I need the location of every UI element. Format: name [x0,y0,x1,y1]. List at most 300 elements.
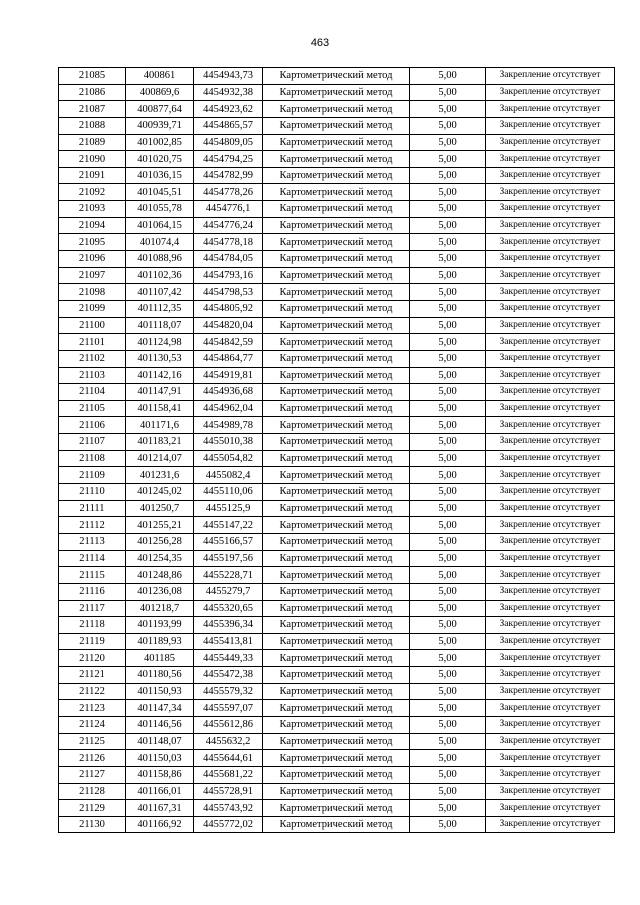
coordinate-y-cell: 4454919,81 [194,367,263,384]
table-row [59,667,615,684]
fixation-cell: Закрепление отсутствует [486,683,615,700]
table-row [59,384,615,401]
coordinate-y-cell: 4454778,18 [194,234,263,251]
accuracy-cell: 5,00 [410,68,486,85]
fixation-cell: Закрепление отсутствует [486,484,615,501]
point-number-cell: 21126 [59,750,126,767]
coordinate-x-cell: 401045,51 [126,184,194,201]
accuracy-cell: 5,00 [410,650,486,667]
table-row [59,400,615,417]
point-number-cell: 21095 [59,234,126,251]
coordinate-y-cell: 4455228,71 [194,567,263,584]
point-number-cell: 21104 [59,384,126,401]
method-cell: Картометрический метод [263,367,410,384]
accuracy-cell: 5,00 [410,367,486,384]
accuracy-cell: 5,00 [410,533,486,550]
accuracy-cell: 5,00 [410,384,486,401]
accuracy-cell: 5,00 [410,400,486,417]
method-cell: Картометрический метод [263,484,410,501]
accuracy-cell: 5,00 [410,284,486,301]
fixation-cell: Закрепление отсутствует [486,633,615,650]
point-number-cell: 21121 [59,667,126,684]
accuracy-cell: 5,00 [410,500,486,517]
method-cell: Картометрический метод [263,750,410,767]
coordinates-table [58,67,615,833]
method-cell: Картометрический метод [263,184,410,201]
coordinate-y-cell: 4454776,24 [194,217,263,234]
fixation-cell: Закрепление отсутствует [486,167,615,184]
coordinate-y-cell: 4454794,25 [194,151,263,168]
coordinate-x-cell: 401193,99 [126,617,194,634]
table-row [59,184,615,201]
table-row [59,434,615,451]
point-number-cell: 21097 [59,267,126,284]
coordinate-y-cell: 4455743,92 [194,800,263,817]
point-number-cell: 21116 [59,583,126,600]
fixation-cell: Закрепление отсутствует [486,284,615,301]
point-number-cell: 21100 [59,317,126,334]
method-cell: Картометрический метод [263,251,410,268]
method-cell: Картометрический метод [263,517,410,534]
coordinate-x-cell: 401218,7 [126,600,194,617]
coordinate-x-cell: 401118,07 [126,317,194,334]
accuracy-cell: 5,00 [410,251,486,268]
coordinate-x-cell: 401148,07 [126,733,194,750]
accuracy-cell: 5,00 [410,350,486,367]
coordinate-x-cell: 401055,78 [126,201,194,218]
fixation-cell: Закрепление отсутствует [486,716,615,733]
table-row [59,234,615,251]
coordinate-y-cell: 4455728,91 [194,783,263,800]
coordinate-y-cell: 4455681,22 [194,766,263,783]
table-row [59,84,615,101]
coordinate-y-cell: 4455010,38 [194,434,263,451]
accuracy-cell: 5,00 [410,117,486,134]
point-number-cell: 21119 [59,633,126,650]
fixation-cell: Закрепление отсутствует [486,617,615,634]
point-number-cell: 21085 [59,68,126,85]
point-number-cell: 21088 [59,117,126,134]
fixation-cell: Закрепление отсутствует [486,567,615,584]
method-cell: Картометрический метод [263,700,410,717]
coordinate-y-cell: 4455396,34 [194,617,263,634]
table-row [59,350,615,367]
fixation-cell: Закрепление отсутствует [486,84,615,101]
accuracy-cell: 5,00 [410,467,486,484]
accuracy-cell: 5,00 [410,683,486,700]
table-row [59,783,615,800]
method-cell: Картометрический метод [263,101,410,118]
point-number-cell: 21087 [59,101,126,118]
fixation-cell: Закрепление отсутствует [486,350,615,367]
accuracy-cell: 5,00 [410,750,486,767]
method-cell: Картометрический метод [263,234,410,251]
coordinate-y-cell: 4455644,61 [194,750,263,767]
point-number-cell: 21125 [59,733,126,750]
table-row [59,467,615,484]
coordinate-x-cell: 401185 [126,650,194,667]
coordinate-y-cell: 4454778,26 [194,184,263,201]
accuracy-cell: 5,00 [410,783,486,800]
method-cell: Картометрический метод [263,450,410,467]
table-row [59,500,615,517]
table-row [59,650,615,667]
coordinate-y-cell: 4455054,82 [194,450,263,467]
table-row [59,484,615,501]
coordinate-x-cell: 401150,03 [126,750,194,767]
table-row [59,117,615,134]
accuracy-cell: 5,00 [410,317,486,334]
fixation-cell: Закрепление отсутствует [486,400,615,417]
coordinate-y-cell: 4455320,65 [194,600,263,617]
method-cell: Картометрический метод [263,567,410,584]
coordinate-y-cell: 4455110,06 [194,484,263,501]
fixation-cell: Закрепление отсутствует [486,783,615,800]
coordinate-x-cell: 401107,42 [126,284,194,301]
coordinate-x-cell: 401020,75 [126,151,194,168]
table-row [59,367,615,384]
table-row [59,201,615,218]
method-cell: Картометрический метод [263,217,410,234]
method-cell: Картометрический метод [263,533,410,550]
fixation-cell: Закрепление отсутствует [486,234,615,251]
fixation-cell: Закрепление отсутствует [486,434,615,451]
table-row [59,816,615,833]
accuracy-cell: 5,00 [410,667,486,684]
table-row [59,167,615,184]
coordinate-x-cell: 401183,21 [126,434,194,451]
coordinate-y-cell: 4454923,62 [194,101,263,118]
accuracy-cell: 5,00 [410,167,486,184]
point-number-cell: 21091 [59,167,126,184]
method-cell: Картометрический метод [263,68,410,85]
table-row [59,300,615,317]
method-cell: Картометрический метод [263,716,410,733]
coordinate-x-cell: 401102,36 [126,267,194,284]
method-cell: Картометрический метод [263,816,410,833]
coordinate-x-cell: 401146,56 [126,716,194,733]
accuracy-cell: 5,00 [410,517,486,534]
point-number-cell: 21122 [59,683,126,700]
point-number-cell: 21092 [59,184,126,201]
point-number-cell: 21096 [59,251,126,268]
accuracy-cell: 5,00 [410,151,486,168]
fixation-cell: Закрепление отсутствует [486,700,615,717]
point-number-cell: 21129 [59,800,126,817]
fixation-cell: Закрепление отсутствует [486,134,615,151]
coordinate-y-cell: 4454943,73 [194,68,263,85]
method-cell: Картометрический метод [263,151,410,168]
coordinate-y-cell: 4455579,32 [194,683,263,700]
fixation-cell: Закрепление отсутствует [486,816,615,833]
table-row [59,633,615,650]
point-number-cell: 21105 [59,400,126,417]
method-cell: Картометрический метод [263,134,410,151]
accuracy-cell: 5,00 [410,417,486,434]
coordinate-y-cell: 4455082,4 [194,467,263,484]
coordinate-x-cell: 401112,35 [126,300,194,317]
coordinate-y-cell: 4454793,16 [194,267,263,284]
coordinate-y-cell: 4455449,33 [194,650,263,667]
table-row [59,716,615,733]
accuracy-cell: 5,00 [410,234,486,251]
accuracy-cell: 5,00 [410,101,486,118]
table-row [59,517,615,534]
coordinate-y-cell: 4454932,38 [194,84,263,101]
accuracy-cell: 5,00 [410,800,486,817]
fixation-cell: Закрепление отсутствует [486,300,615,317]
table-row [59,567,615,584]
coordinate-x-cell: 401231,6 [126,467,194,484]
method-cell: Картометрический метод [263,350,410,367]
coordinate-y-cell: 4455472,38 [194,667,263,684]
method-cell: Картометрический метод [263,467,410,484]
method-cell: Картометрический метод [263,284,410,301]
coordinate-y-cell: 4455772,02 [194,816,263,833]
fixation-cell: Закрепление отсутствует [486,251,615,268]
method-cell: Картометрический метод [263,583,410,600]
coordinate-x-cell: 401147,34 [126,700,194,717]
point-number-cell: 21117 [59,600,126,617]
table-row [59,284,615,301]
coordinate-y-cell: 4454989,78 [194,417,263,434]
coordinates-table-body [59,68,615,833]
page-number: 463 [310,37,330,49]
point-number-cell: 21107 [59,434,126,451]
accuracy-cell: 5,00 [410,716,486,733]
fixation-cell: Закрепление отсутствует [486,217,615,234]
table-row [59,151,615,168]
point-number-cell: 21108 [59,450,126,467]
table-row [59,68,615,85]
coordinate-x-cell: 401036,15 [126,167,194,184]
point-number-cell: 21115 [59,567,126,584]
coordinate-y-cell: 4455197,56 [194,550,263,567]
table-row [59,550,615,567]
point-number-cell: 21090 [59,151,126,168]
accuracy-cell: 5,00 [410,700,486,717]
coordinate-x-cell: 401248,86 [126,567,194,584]
point-number-cell: 21098 [59,284,126,301]
point-number-cell: 21110 [59,484,126,501]
table-row [59,683,615,700]
coordinate-x-cell: 401166,01 [126,783,194,800]
fixation-cell: Закрепление отсутствует [486,151,615,168]
accuracy-cell: 5,00 [410,84,486,101]
accuracy-cell: 5,00 [410,300,486,317]
coordinate-x-cell: 400877,64 [126,101,194,118]
coordinate-x-cell: 400861 [126,68,194,85]
method-cell: Картометрический метод [263,500,410,517]
coordinate-y-cell: 4454776,1 [194,201,263,218]
method-cell: Картометрический метод [263,600,410,617]
coordinate-x-cell: 401180,56 [126,667,194,684]
coordinate-y-cell: 4454782,99 [194,167,263,184]
table-row [59,334,615,351]
coordinate-y-cell: 4455125,9 [194,500,263,517]
method-cell: Картометрический метод [263,650,410,667]
point-number-cell: 21130 [59,816,126,833]
method-cell: Картометрический метод [263,617,410,634]
fixation-cell: Закрепление отсутствует [486,417,615,434]
coordinate-y-cell: 4454936,68 [194,384,263,401]
coordinate-y-cell: 4454798,53 [194,284,263,301]
table-row [59,733,615,750]
accuracy-cell: 5,00 [410,816,486,833]
accuracy-cell: 5,00 [410,134,486,151]
method-cell: Картометрический метод [263,317,410,334]
method-cell: Картометрический метод [263,334,410,351]
coordinate-y-cell: 4455166,57 [194,533,263,550]
fixation-cell: Закрепление отсутствует [486,733,615,750]
coordinate-x-cell: 401147,91 [126,384,194,401]
coordinate-x-cell: 401171,6 [126,417,194,434]
table-row [59,450,615,467]
point-number-cell: 21124 [59,716,126,733]
fixation-cell: Закрепление отсутствует [486,650,615,667]
point-number-cell: 21103 [59,367,126,384]
coordinate-y-cell: 4455413,81 [194,633,263,650]
method-cell: Картометрический метод [263,201,410,218]
fixation-cell: Закрепление отсутствует [486,800,615,817]
table-row [59,101,615,118]
coordinate-y-cell: 4454805,92 [194,300,263,317]
coordinate-y-cell: 4455279,7 [194,583,263,600]
method-cell: Картометрический метод [263,300,410,317]
coordinate-x-cell: 400939,71 [126,117,194,134]
method-cell: Картометрический метод [263,267,410,284]
coordinate-x-cell: 401124,98 [126,334,194,351]
method-cell: Картометрический метод [263,434,410,451]
method-cell: Картометрический метод [263,633,410,650]
coordinate-x-cell: 401166,92 [126,816,194,833]
point-number-cell: 21114 [59,550,126,567]
coordinate-x-cell: 401256,28 [126,533,194,550]
table-row [59,766,615,783]
point-number-cell: 21123 [59,700,126,717]
fixation-cell: Закрепление отсутствует [486,500,615,517]
fixation-cell: Закрепление отсутствует [486,517,615,534]
coordinate-x-cell: 401088,96 [126,251,194,268]
table-row [59,134,615,151]
table-row [59,800,615,817]
fixation-cell: Закрепление отсутствует [486,184,615,201]
coordinate-y-cell: 4454820,04 [194,317,263,334]
coordinate-x-cell: 401158,86 [126,766,194,783]
method-cell: Картометрический метод [263,800,410,817]
point-number-cell: 21127 [59,766,126,783]
fixation-cell: Закрепление отсутствует [486,766,615,783]
accuracy-cell: 5,00 [410,733,486,750]
fixation-cell: Закрепление отсутствует [486,467,615,484]
coordinate-x-cell: 401002,85 [126,134,194,151]
point-number-cell: 21120 [59,650,126,667]
accuracy-cell: 5,00 [410,484,486,501]
method-cell: Картометрический метод [263,550,410,567]
fixation-cell: Закрепление отсутствует [486,750,615,767]
coordinate-x-cell: 401142,16 [126,367,194,384]
coordinate-x-cell: 401130,53 [126,350,194,367]
fixation-cell: Закрепление отсутствует [486,101,615,118]
point-number-cell: 21106 [59,417,126,434]
point-number-cell: 21099 [59,300,126,317]
fixation-cell: Закрепление отсутствует [486,117,615,134]
accuracy-cell: 5,00 [410,633,486,650]
fixation-cell: Закрепление отсутствует [486,334,615,351]
method-cell: Картометрический метод [263,400,410,417]
method-cell: Картометрический метод [263,117,410,134]
accuracy-cell: 5,00 [410,267,486,284]
accuracy-cell: 5,00 [410,600,486,617]
coordinate-x-cell: 401236,08 [126,583,194,600]
coordinate-x-cell: 401064,15 [126,217,194,234]
point-number-cell: 21113 [59,533,126,550]
coordinate-x-cell: 401245,02 [126,484,194,501]
accuracy-cell: 5,00 [410,334,486,351]
coordinate-y-cell: 4455597,07 [194,700,263,717]
point-number-cell: 21112 [59,517,126,534]
coordinate-x-cell: 401250,7 [126,500,194,517]
accuracy-cell: 5,00 [410,184,486,201]
point-number-cell: 21102 [59,350,126,367]
accuracy-cell: 5,00 [410,567,486,584]
point-number-cell: 21118 [59,617,126,634]
accuracy-cell: 5,00 [410,766,486,783]
coordinate-x-cell: 401189,93 [126,633,194,650]
fixation-cell: Закрепление отсутствует [486,450,615,467]
point-number-cell: 21089 [59,134,126,151]
fixation-cell: Закрепление отсутствует [486,68,615,85]
fixation-cell: Закрепление отсутствует [486,367,615,384]
table-row [59,600,615,617]
method-cell: Картометрический метод [263,384,410,401]
coordinate-y-cell: 4454809,05 [194,134,263,151]
table-row [59,750,615,767]
accuracy-cell: 5,00 [410,201,486,218]
coordinate-y-cell: 4454864,77 [194,350,263,367]
coordinate-x-cell: 401167,31 [126,800,194,817]
point-number-cell: 21111 [59,500,126,517]
table-row [59,700,615,717]
accuracy-cell: 5,00 [410,617,486,634]
point-number-cell: 21109 [59,467,126,484]
coordinate-y-cell: 4454842,59 [194,334,263,351]
fixation-cell: Закрепление отсутствует [486,600,615,617]
coordinate-x-cell: 400869,6 [126,84,194,101]
point-number-cell: 21101 [59,334,126,351]
fixation-cell: Закрепление отсутствует [486,667,615,684]
table-row [59,417,615,434]
coordinate-y-cell: 4454865,57 [194,117,263,134]
coordinate-x-cell: 401074,4 [126,234,194,251]
point-number-cell: 21094 [59,217,126,234]
fixation-cell: Закрепление отсутствует [486,317,615,334]
point-number-cell: 21086 [59,84,126,101]
table-row [59,217,615,234]
table-row [59,317,615,334]
method-cell: Картометрический метод [263,683,410,700]
accuracy-cell: 5,00 [410,450,486,467]
table-row [59,267,615,284]
coordinate-y-cell: 4455612,86 [194,716,263,733]
method-cell: Картометрический метод [263,733,410,750]
coordinate-x-cell: 401158,41 [126,400,194,417]
table-row [59,583,615,600]
method-cell: Картометрический метод [263,84,410,101]
coordinate-x-cell: 401150,93 [126,683,194,700]
method-cell: Картометрический метод [263,783,410,800]
method-cell: Картометрический метод [263,167,410,184]
